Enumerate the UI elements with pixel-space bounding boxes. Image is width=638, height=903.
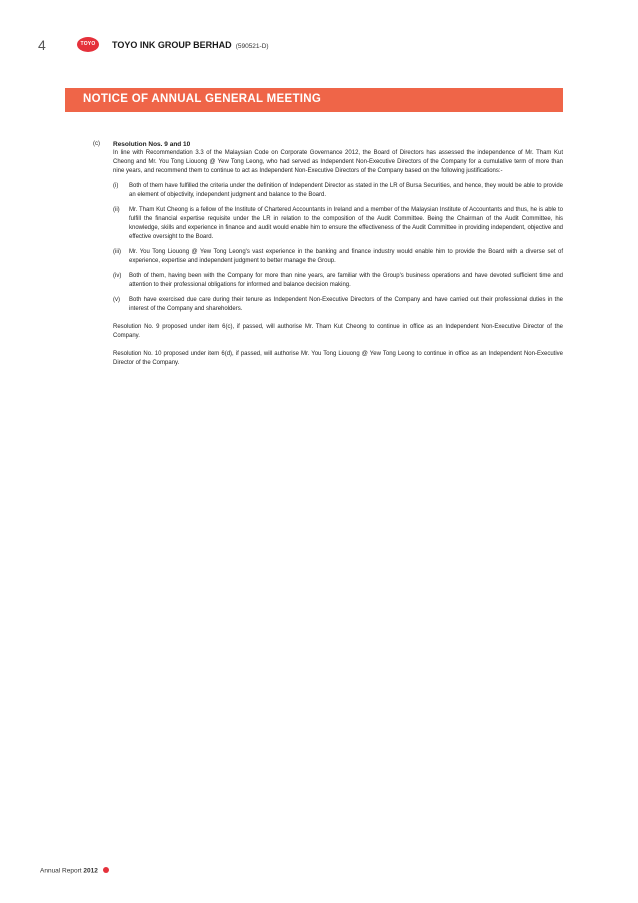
item-label: (iv) <box>113 273 122 279</box>
item-label: (ii) <box>113 207 120 213</box>
notice-content <box>93 140 563 368</box>
item-text: Mr. You Tong Liouong @ Yew Tong Leong's vast experience in the banking and finance industry would enable him to provide the Board with a diverse set of experience, expertise and independent judgment to better manage the Group. <box>129 249 563 264</box>
footer-label: Annual Report <box>40 867 82 875</box>
intro-paragraph: In line with Recommendation 3.3 of the Malaysian Code on Corporate Governance 2012, the Board of Directors has assessed the independence of Mr. Tham Kut Cheong and Mr. You Tong Liouong @ Yew Tong Leong, who had served as Independent Non-Executive Directors of the Company for a cumulative term of more than nine years, and recommend them to continue to act as Independent Non-Executive Directors of the Company based on the following justifications:- <box>113 150 563 174</box>
resolution-9-paragraph: Resolution No. 9 proposed under item 6(c), if passed, will authorise Mr. Tham Kut Cheong to continue in office as an Independent Non-Executive Director of the Company. <box>113 324 563 339</box>
item-text: Mr. Tham Kut Cheong is a fellow of the Institute of Chartered Accountants in Ireland and a member of the Malaysian Institute of Accountants and thus, he is able to fulfill the financial expertise requisite under the LR in relation to the composition of the Audit Committee. Being the Chairman of the Audit Committee, his knowledge, skills and experience in finance and audit would enable him to ensure the effectiveness of the Audit Committee in providing independent, objective and effective oversight to the Board. <box>129 207 563 240</box>
item-text: Both have exercised due care during their tenure as Independent Non-Executive Directors of the Company and have carried out their professional duties in the interest of the Company and shareholders. <box>129 297 563 312</box>
page-footer <box>40 867 109 875</box>
page-number: 4 <box>38 37 46 53</box>
company-name: TOYO INK GROUP BERHAD <box>112 40 232 50</box>
justification-item <box>113 182 563 200</box>
section-heading: Resolution Nos. 9 and 10 <box>113 141 191 148</box>
item-label: (i) <box>113 183 119 189</box>
resolution-section <box>93 140 563 368</box>
registration-number: (590521-D) <box>235 43 269 50</box>
justification-item <box>113 272 563 290</box>
company-header <box>112 40 269 50</box>
section-banner <box>65 88 563 112</box>
resolution-10-paragraph: Resolution No. 10 proposed under item 6(d), if passed, will authorise Mr. You Tong Liouong @ Yew Tong Leong to continue in office as an Independent Non-Executive Director of the Company. <box>113 351 563 366</box>
justification-item <box>113 248 563 266</box>
footer-year: 2012 <box>83 867 98 875</box>
section-label: (c) <box>93 141 100 147</box>
banner-title: NOTICE OF ANNUAL GENERAL MEETING <box>83 93 322 105</box>
section-body <box>113 140 563 368</box>
item-text: Both of them have fulfilled the criteria under the definition of Independent Director as stated in the LR of Bursa Securities, and hence, they would be able to provide an element of objectivity, independent judgment and balance to the Board. <box>129 183 563 198</box>
justification-item <box>113 296 563 314</box>
item-label: (v) <box>113 297 120 303</box>
item-text: Both of them, having been with the Company for more than nine years, are familiar with the Group's business operations and have devoted sufficient time and attention to their professional obligations for informed and balance decision making. <box>129 273 563 288</box>
justification-item <box>113 206 563 242</box>
item-label: (iii) <box>113 249 121 255</box>
footer-dot-icon <box>103 867 109 873</box>
company-logo: TOYO <box>77 37 99 52</box>
